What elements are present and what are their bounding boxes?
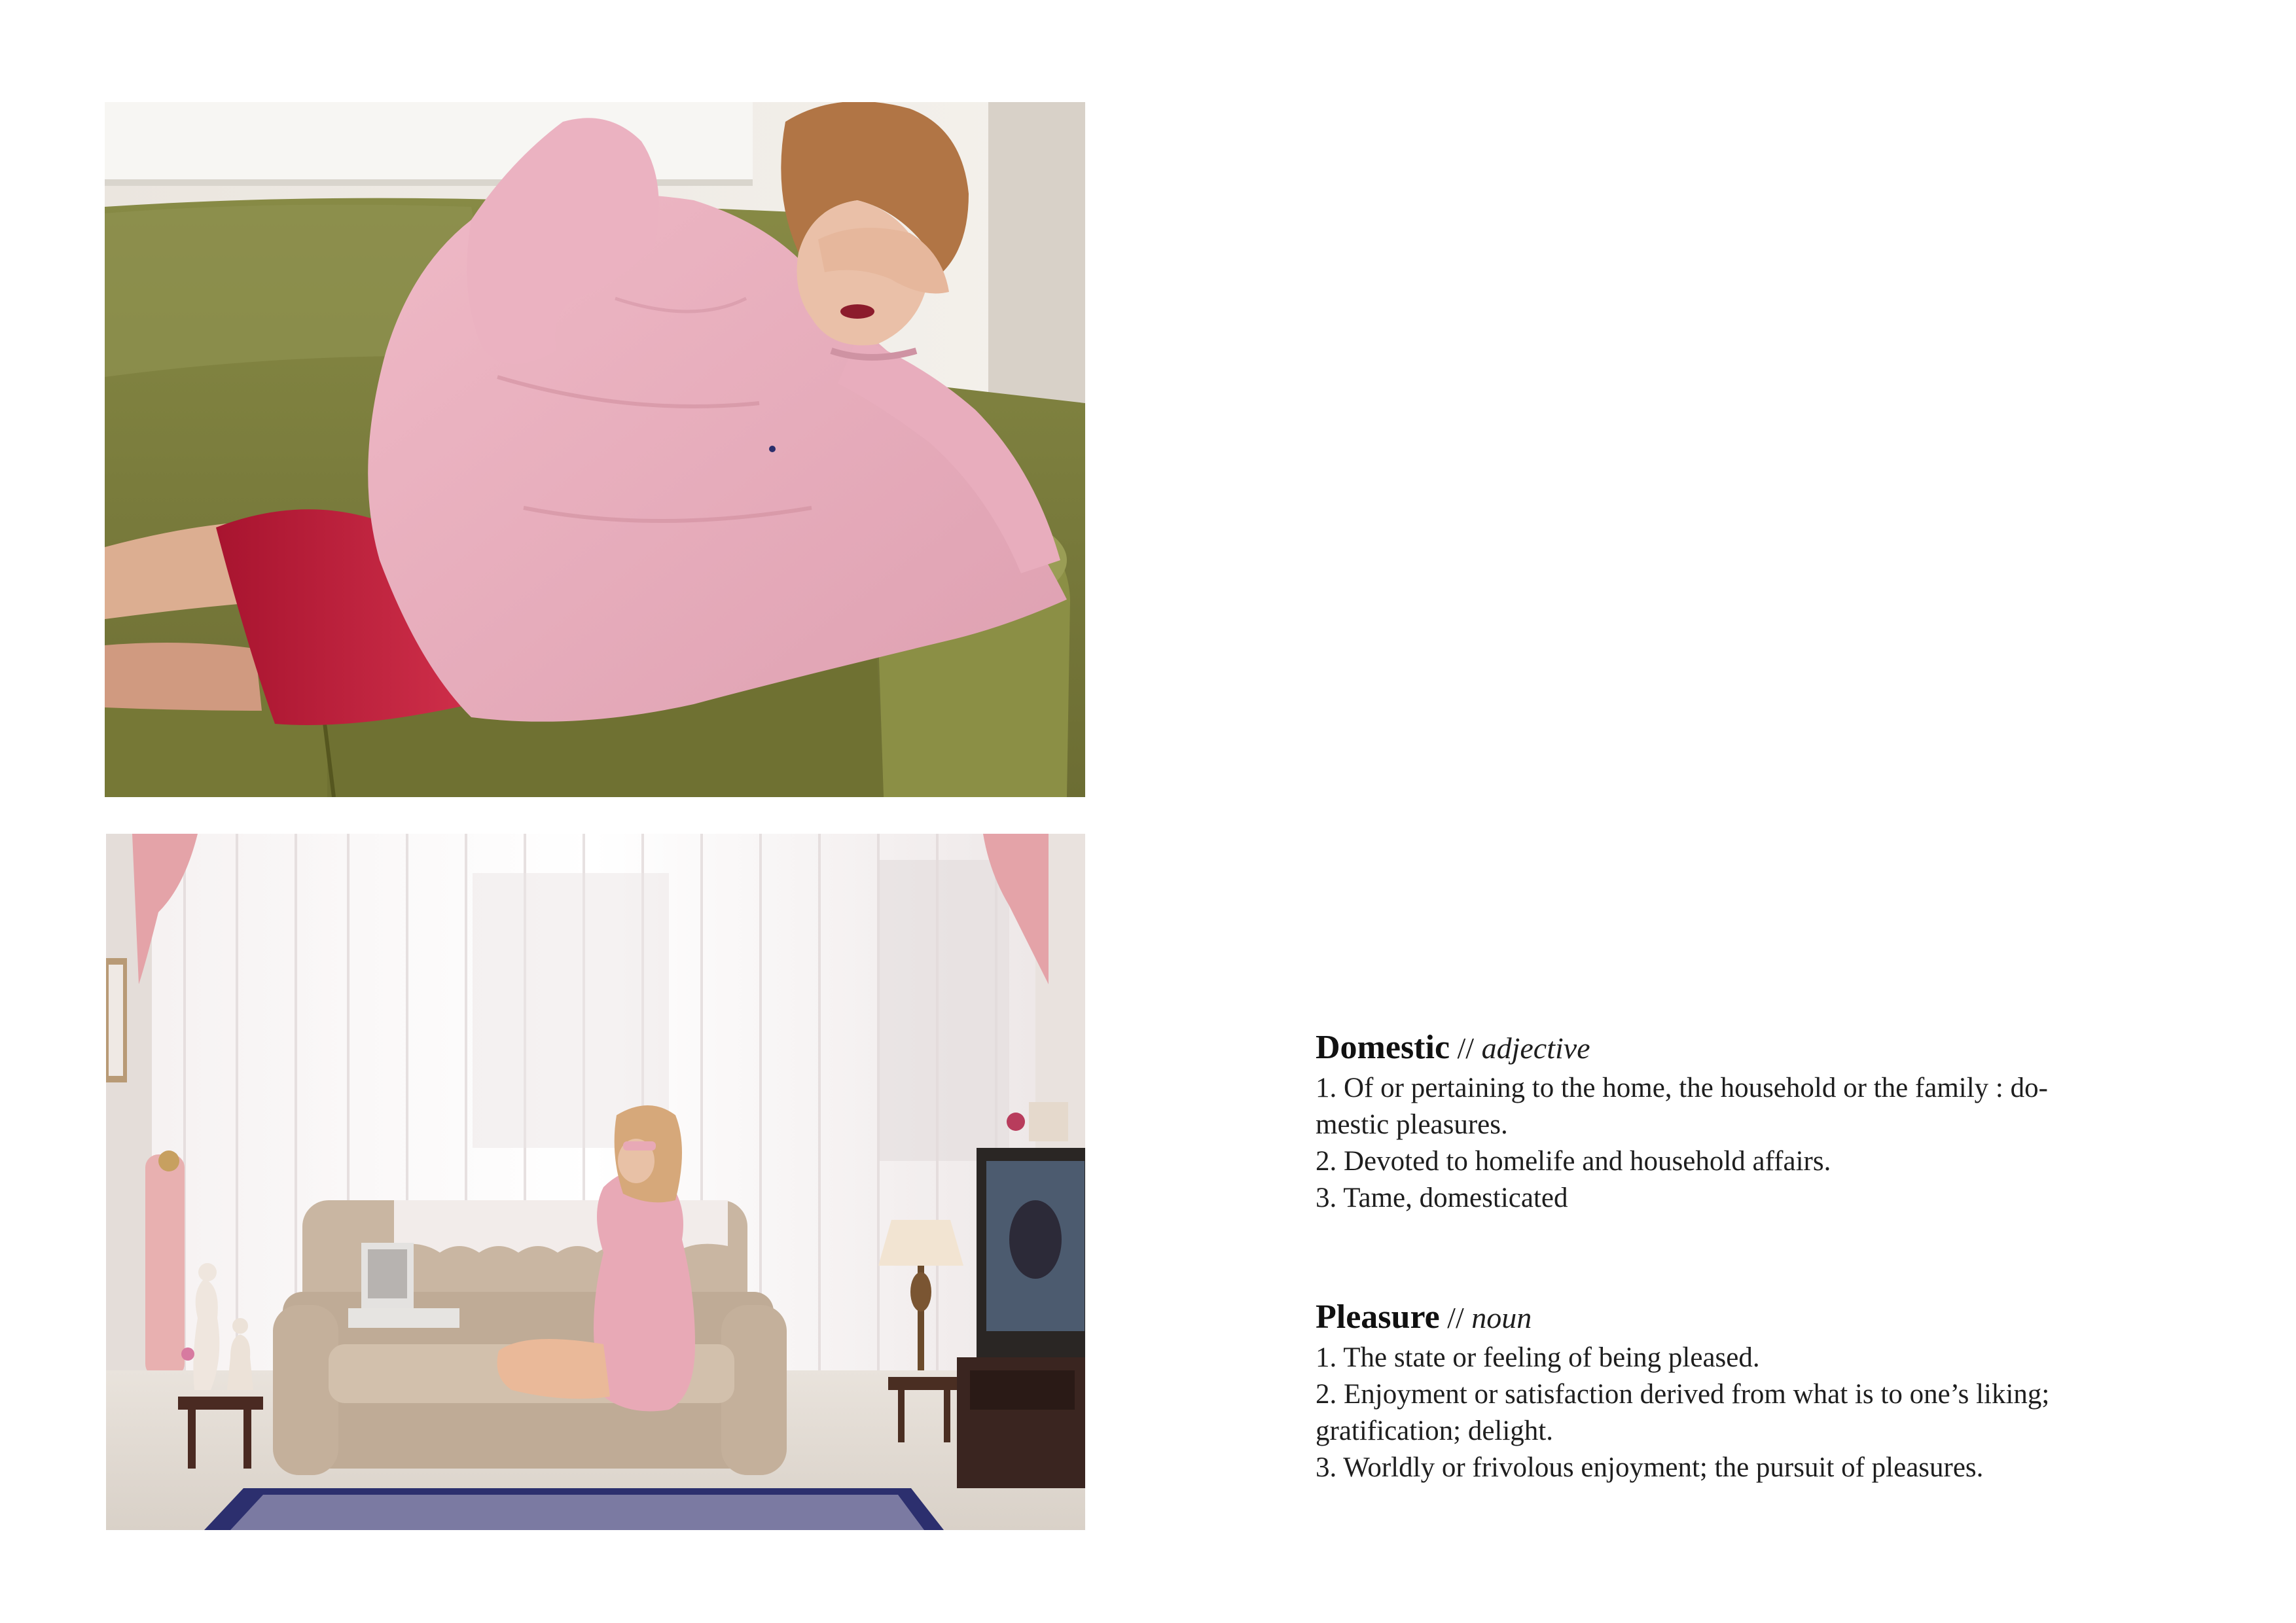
separator: // bbox=[1450, 1031, 1482, 1065]
woman-reclining-on-green-sofa-photo bbox=[105, 102, 1085, 797]
headword: Domestic bbox=[1316, 1029, 1450, 1066]
sense-line: 1. The state or feeling of being pleased. bbox=[1316, 1342, 1760, 1373]
woman-on-beige-sofa-in-living-room-photo bbox=[106, 834, 1085, 1530]
definition-heading bbox=[1316, 1297, 2232, 1340]
definition-pleasure bbox=[1316, 1297, 2232, 1486]
definition-domestic bbox=[1316, 1027, 2232, 1217]
sense-line: 3. Worldly or frivolous enjoyment; the pursuit of pleasures. bbox=[1316, 1452, 1984, 1483]
sense-line: 1. Of or pertaining to the home, the household or the family : do- bbox=[1316, 1073, 2048, 1103]
sense-line: mestic pleasures. bbox=[1316, 1109, 1508, 1140]
sense-line: 2. Devoted to homelife and household affairs. bbox=[1316, 1146, 1831, 1177]
reclining-woman-illustration bbox=[105, 102, 1085, 797]
sense-line: gratification; delight. bbox=[1316, 1416, 1554, 1446]
part-of-speech: noun bbox=[1471, 1301, 1532, 1334]
headword: Pleasure bbox=[1316, 1298, 1440, 1336]
living-room-illustration bbox=[106, 834, 1085, 1530]
definition-heading bbox=[1316, 1027, 2232, 1070]
part-of-speech: adjective bbox=[1481, 1031, 1590, 1065]
sense-line: 3. Tame, domesticated bbox=[1316, 1183, 1568, 1213]
sense-line: 2. Enjoyment or satisfaction derived from what is to one’s liking; bbox=[1316, 1379, 2050, 1410]
separator: // bbox=[1439, 1301, 1472, 1334]
